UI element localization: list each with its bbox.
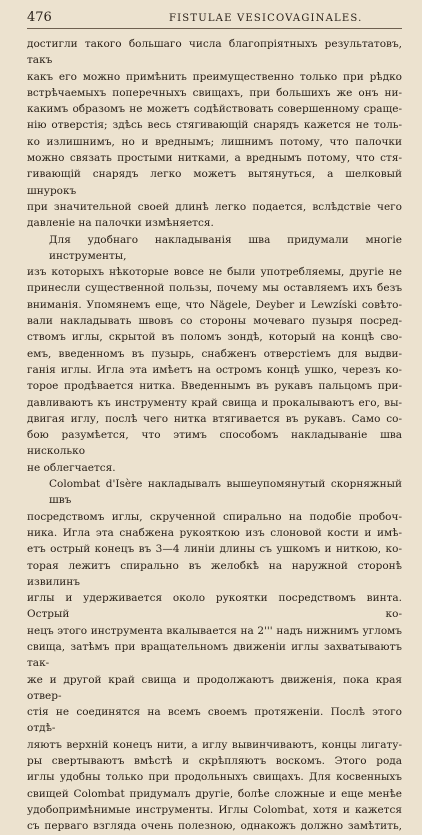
text-line: ганія иглы. Игла эта имѣетъ на остромъ концѣ ушко, черезъ ко- <box>27 363 402 376</box>
text-line: можно связать простыми нитками, а вреднымъ потому, что стя- <box>27 152 402 165</box>
text-line: ко излишнимъ, но и вреднымъ; лишнимъ потому, что палочки <box>27 135 402 148</box>
text-line: вали накладывать швовъ со стороны мочеваго пузыря посред- <box>27 315 402 328</box>
text-line: бою разумѣется, что этимъ способомъ накладываніе шва нисколько <box>27 429 402 458</box>
text-line: Для удобнаго накладыванія шва придумали многіе инструменты, <box>49 233 402 262</box>
text-line: изъ которыхъ нѣкоторые вовсе не были употребляемы, другіе не <box>27 266 402 279</box>
text-line: ника. Игла эта снабжена рукояткою изъ слоновой кости и имѣ- <box>27 526 402 539</box>
text-line: давливаютъ къ инструменту край свища и прокалываютъ его, вы- <box>27 396 402 409</box>
page-number: 476 <box>27 10 52 25</box>
text-line: какъ его можно примѣнить преимущественно только при рѣдко <box>27 70 402 83</box>
text-line: ляютъ верхній конецъ нити, а иглу вывинчиваютъ, концы лигату- <box>27 738 402 751</box>
text-line: ры свертываютъ вмѣстѣ и скрѣпляютъ воскомъ. Этого рода <box>27 755 402 768</box>
text-line: иглы удобны только при продольныхъ свищахъ. Для косвенныхъ <box>27 771 402 784</box>
text-line: при значительной своей длинѣ легко подается, вслѣдствіе чего <box>27 200 402 213</box>
text-line: стія не соединятся на всемъ своемъ протяженіи. Послѣ этого отдѣ- <box>27 706 402 735</box>
text-line: гивающій снарядъ легко можетъ вытянуться, а шелковый шнурокъ <box>27 168 402 197</box>
text-line: съ перваго взгляда очень полезною, однакожъ должно замѣтить, <box>27 820 402 833</box>
text-line: принесли существенной пользы, почему мы оставляемъ ихъ безъ <box>27 282 402 295</box>
text-line: свищей Colombat придумалъ другіе, болѣе сложные и еще менѣе <box>27 787 402 800</box>
text-line: торая лежитъ спирально въ желобкѣ на наружной сторонѣ извилинъ <box>27 559 402 588</box>
running-title: FISTULAE VESICOVAGINALES. <box>169 13 363 24</box>
text-line: удобопримѣнимые инструменты. Иглы Colombat, хотя и кажется <box>27 803 402 816</box>
text-line: торое продѣвается нитка. Введеннымъ въ рукавъ пальцомъ при- <box>27 380 402 393</box>
text-line: какимъ образомъ не можетъ содѣйствовать совершенному сраще- <box>27 103 402 116</box>
page-header <box>27 10 402 29</box>
text-line: етъ острый конецъ въ 3—4 линіи длины съ ушкомъ и ниткою, ко- <box>27 543 402 556</box>
text-line: нію отверстія; здѣсь весь стягивающій снарядъ кажется не толь- <box>27 119 402 132</box>
text-line: же и другой край свища и продолжаютъ движенія, пока края отвер- <box>27 673 402 702</box>
text-line: емъ, введенномъ въ пузырь, снабженъ отверстіемъ для выдви- <box>27 347 402 360</box>
text-line: встрѣчаемыхъ поперечныхъ свищахъ, при большихъ же онъ ни- <box>27 86 402 99</box>
text-line: не облегчается. <box>27 461 116 474</box>
text-line: иглы и удерживается около рукоятки посредствомъ винта. Острый ко- <box>27 592 402 621</box>
text-line: давленіе на палочки измѣняется. <box>27 217 214 230</box>
body-text <box>27 36 402 835</box>
text-line: вниманія. Упомянемъ еще, что Nägele, Deyber и Lewzíski совѣто- <box>27 298 402 311</box>
text-line: посредствомъ иглы, скрученной спирально на подобіе пробоч- <box>27 510 402 523</box>
text-line: нецъ этого инструмента вкалывается на 2''' надъ нижнимъ угломъ <box>27 624 402 637</box>
text-line: двигая иглу, послѣ чего нитка втягивается въ рукавъ. Само со- <box>27 412 402 425</box>
text-line: свища, затѣмъ при вращательномъ движеніи иглы захватываютъ так- <box>27 640 402 670</box>
text-line: достигли такого большаго числа благопріятныхъ результатовъ, такъ <box>27 38 402 67</box>
text-line: ствомъ иглы, скрытой въ поломъ зондѣ, который на концѣ сво- <box>27 331 402 344</box>
text-line: Colombat d'Isère накладывалъ вышеупомянутый скорняжный швъ <box>49 478 402 507</box>
